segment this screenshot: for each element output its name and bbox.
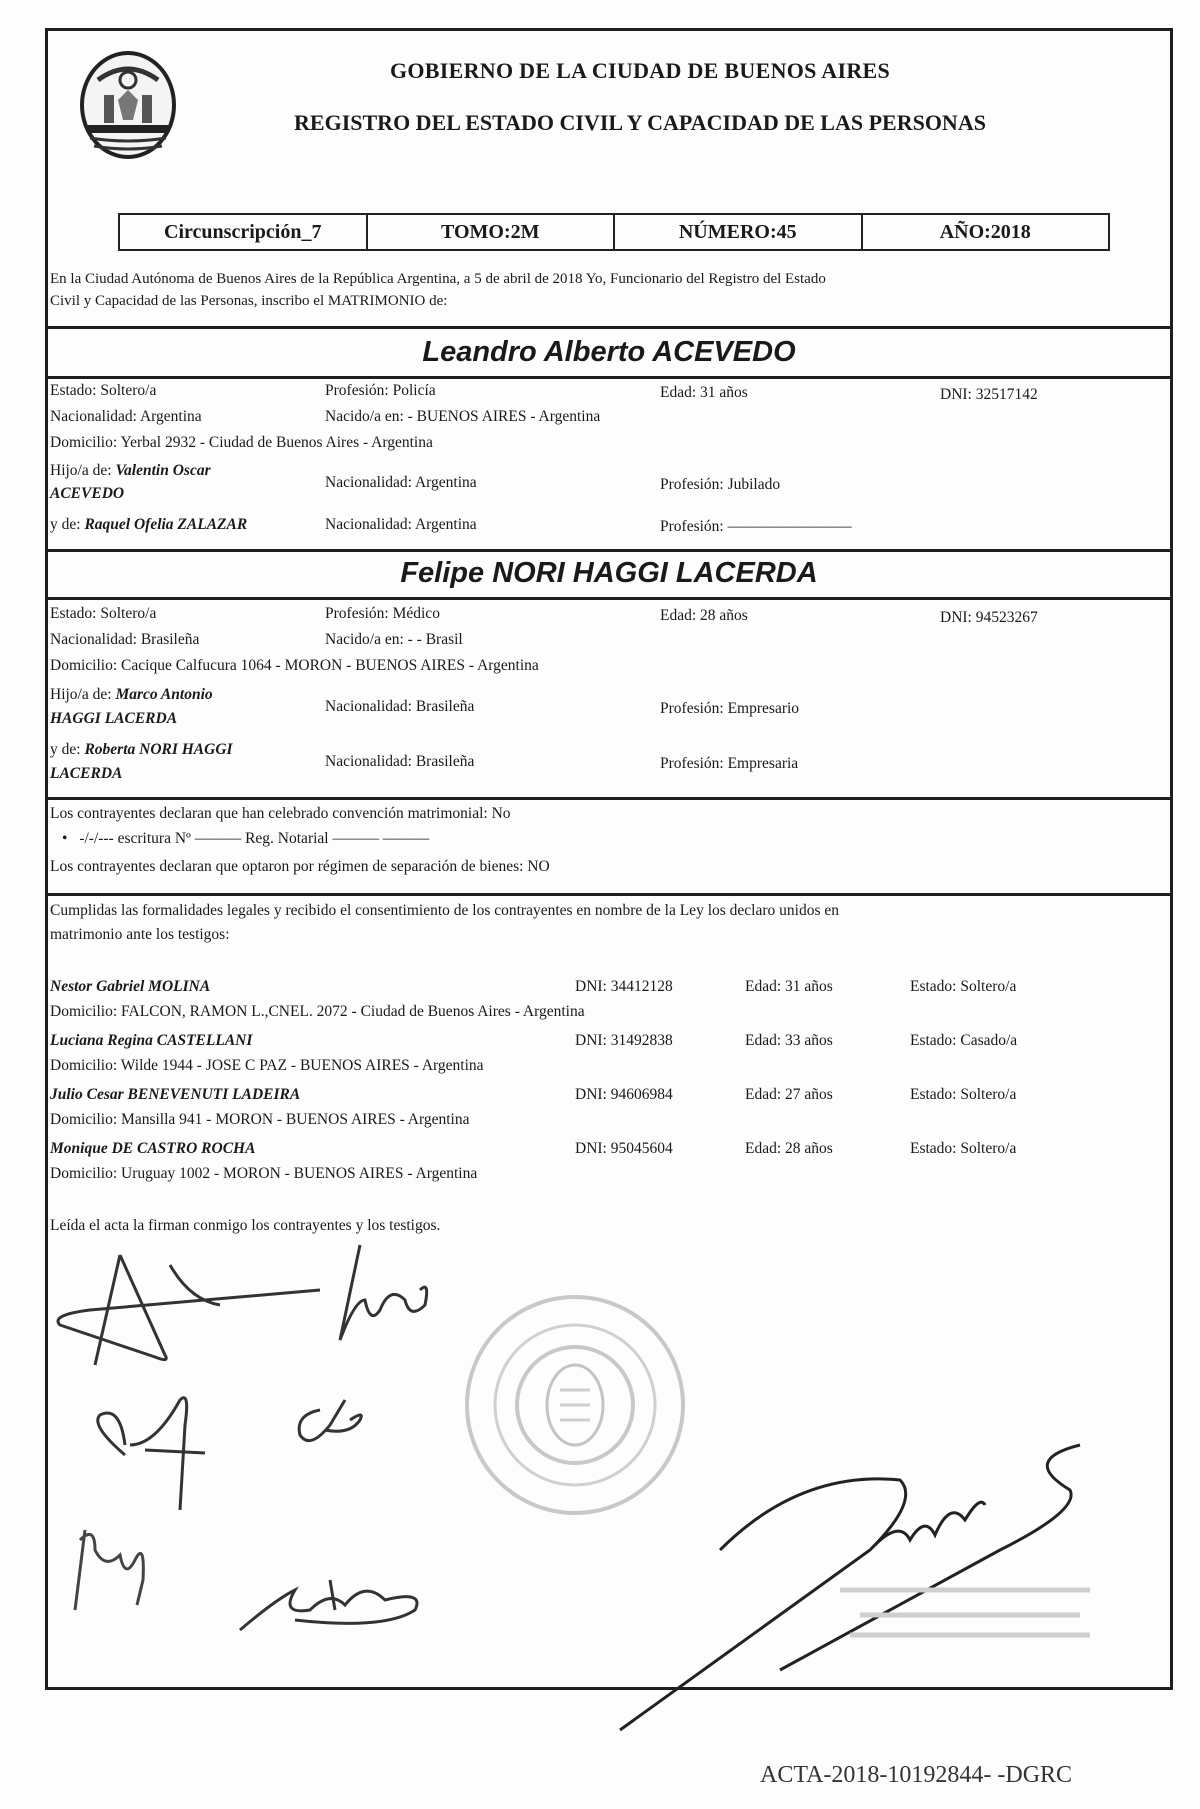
father-label: Hijo/a de: bbox=[50, 686, 112, 703]
spouse1-edad: Edad: 31 años bbox=[660, 384, 748, 401]
divider bbox=[45, 893, 1173, 896]
mother-surname: LACERDA bbox=[50, 765, 123, 782]
mother-name: Roberta NORI HAGGI bbox=[84, 741, 233, 758]
signature-witness-4 bbox=[235, 1560, 435, 1640]
spouse1-father bbox=[50, 462, 211, 480]
witness-estado: Estado: Casado/a bbox=[910, 1032, 1018, 1049]
spouse1-nacionalidad: Nacionalidad: Argentina bbox=[50, 408, 202, 425]
spouse1-estado: Estado: Soltero/a bbox=[50, 382, 157, 399]
city-coat-of-arms-icon bbox=[78, 50, 178, 160]
witness-edad: Edad: 31 años bbox=[745, 978, 833, 995]
father-name: Valentin Oscar bbox=[115, 462, 211, 479]
witness-domicilio: Domicilio: Wilde 1944 - JOSE C PAZ - BUENOS AIRES - Argentina bbox=[50, 1057, 484, 1074]
header-government: GOBIERNO DE LA CIUDAD DE BUENOS AIRES bbox=[389, 58, 891, 83]
witness-domicilio: Domicilio: FALCON, RAMON L.,CNEL. 2072 - Ciudad de Buenos Aires - Argentina bbox=[50, 1003, 585, 1020]
father-surname: ACEVEDO bbox=[50, 485, 125, 502]
mother-nacionalidad: Nacionalidad: Brasileña bbox=[325, 753, 475, 770]
spouse2-name: Felipe NORI HAGGI LACERDA bbox=[400, 557, 818, 589]
witness-name: Nestor Gabriel MOLINA bbox=[50, 978, 211, 995]
witness-name: Julio Cesar BENEVENUTI LADEIRA bbox=[50, 1086, 301, 1103]
signature-witness-2 bbox=[290, 1395, 380, 1455]
signature-spouse1 bbox=[50, 1245, 350, 1375]
reference-table bbox=[118, 213, 1110, 251]
father-profesion: Profesión: Empresario bbox=[660, 700, 800, 717]
signature-witness-1 bbox=[85, 1385, 225, 1515]
spouse1-dni: DNI: 32517142 bbox=[940, 386, 1038, 403]
witness-edad: Edad: 28 años bbox=[745, 1140, 833, 1157]
spouse2-nacido: Nacido/a en: - - Brasil bbox=[325, 631, 463, 648]
numero-cell: NÚMERO:45 bbox=[615, 215, 863, 249]
spouse2-edad: Edad: 28 años bbox=[660, 607, 748, 624]
witness-dni: DNI: 94606984 bbox=[575, 1086, 673, 1103]
father-nacionalidad: Nacionalidad: Brasileña bbox=[325, 698, 475, 715]
signature-spouse2 bbox=[330, 1240, 450, 1350]
convention-line-3: Los contrayentes declaran que optaron por régimen de separación de bienes: NO bbox=[50, 858, 550, 875]
declaration-line-1: Cumplidas las formalidades legales y recibido el consentimiento de los contrayentes en nombre de la Ley los declaro unidos en bbox=[50, 902, 839, 919]
spouse2-mother bbox=[50, 741, 233, 759]
spouse2-profesion: Profesión: Médico bbox=[325, 605, 440, 622]
spouse1-nacido: Nacido/a en: - BUENOS AIRES - Argentina bbox=[325, 408, 601, 425]
witness-edad: Edad: 27 años bbox=[745, 1086, 833, 1103]
father-surname: HAGGI LACERDA bbox=[50, 710, 178, 727]
acta-id: ACTA-2018-10192844- -DGRC bbox=[760, 1762, 1073, 1788]
convention-line-1: Los contrayentes declaran que han celebrado convención matrimonial: No bbox=[50, 805, 511, 822]
witness-estado: Estado: Soltero/a bbox=[910, 978, 1017, 995]
mother-label: y de: bbox=[50, 741, 81, 758]
spouse2-dni: DNI: 94523267 bbox=[940, 609, 1038, 626]
spouse2-father bbox=[50, 686, 213, 704]
mother-profesion: Profesión: ———————— bbox=[660, 518, 852, 535]
father-label: Hijo/a de: bbox=[50, 462, 112, 479]
father-nacionalidad: Nacionalidad: Argentina bbox=[325, 474, 477, 491]
witness-domicilio: Domicilio: Mansilla 941 - MORON - BUENOS AIRES - Argentina bbox=[50, 1111, 470, 1128]
spouse1-name: Leandro Alberto ACEVEDO bbox=[422, 336, 796, 368]
spouse1-domicilio: Domicilio: Yerbal 2932 - Ciudad de Buenos Aires - Argentina bbox=[50, 434, 433, 451]
anio-cell: AÑO:2018 bbox=[939, 220, 1031, 243]
closing-statement: Leída el acta la firman conmigo los contrayentes y los testigos. bbox=[50, 1217, 441, 1234]
intro-line-1: En la Ciudad Autónoma de Buenos Aires de la República Argentina, a 5 de abril de 2018 Yo, Funcionario del Registro del Estado bbox=[50, 271, 826, 287]
witness-estado: Estado: Soltero/a bbox=[910, 1086, 1017, 1103]
witness-dni: DNI: 31492838 bbox=[575, 1032, 673, 1049]
divider bbox=[45, 597, 1173, 600]
tomo-cell: TOMO:2M bbox=[368, 215, 616, 249]
intro-line-2: Civil y Capacidad de las Personas, inscribo el MATRIMONIO de: bbox=[50, 293, 448, 309]
spouse2-estado: Estado: Soltero/a bbox=[50, 605, 157, 622]
header-registry: REGISTRO DEL ESTADO CIVIL Y CAPACIDAD DE LAS PERSONAS bbox=[294, 110, 986, 135]
divider bbox=[45, 376, 1173, 379]
intro-paragraph bbox=[50, 268, 1170, 312]
declaration-line-2: matrimonio ante los testigos: bbox=[50, 926, 230, 943]
signature-official bbox=[580, 1440, 1120, 1740]
mother-label: y de: bbox=[50, 516, 81, 533]
witness-name: Luciana Regina CASTELLANI bbox=[50, 1032, 253, 1049]
father-profesion: Profesión: Jubilado bbox=[660, 476, 781, 493]
mother-nacionalidad: Nacionalidad: Argentina bbox=[325, 516, 477, 533]
witness-edad: Edad: 33 años bbox=[745, 1032, 833, 1049]
witness-domicilio: Domicilio: Uruguay 1002 - MORON - BUENOS AIRES - Argentina bbox=[50, 1165, 478, 1182]
mother-profesion: Profesión: Empresaria bbox=[660, 755, 799, 772]
divider bbox=[45, 326, 1173, 329]
witness-name: Monique DE CASTRO ROCHA bbox=[50, 1140, 256, 1157]
convention-line-2: • -/-/--- escritura Nº ——— Reg. Notarial ——— ——— bbox=[62, 830, 430, 847]
father-name: Marco Antonio bbox=[115, 686, 213, 703]
spouse2-domicilio: Domicilio: Cacique Calfucura 1064 - MORON - BUENOS AIRES - Argentina bbox=[50, 657, 539, 674]
witness-estado: Estado: Soltero/a bbox=[910, 1140, 1017, 1157]
signature-witness-3 bbox=[65, 1520, 165, 1620]
mother-name: Raquel Ofelia ZALAZAR bbox=[84, 516, 248, 533]
bullet: • bbox=[62, 830, 68, 847]
circunscripcion-cell: Circunscripción_7 bbox=[120, 215, 368, 249]
spouse2-nacionalidad: Nacionalidad: Brasileña bbox=[50, 631, 200, 648]
witness-dni: DNI: 95045604 bbox=[575, 1140, 673, 1157]
divider bbox=[45, 797, 1173, 800]
spouse1-profesion: Profesión: Policía bbox=[325, 382, 436, 399]
divider bbox=[45, 549, 1173, 552]
spouse1-mother bbox=[50, 516, 247, 534]
witness-dni: DNI: 34412128 bbox=[575, 978, 673, 995]
